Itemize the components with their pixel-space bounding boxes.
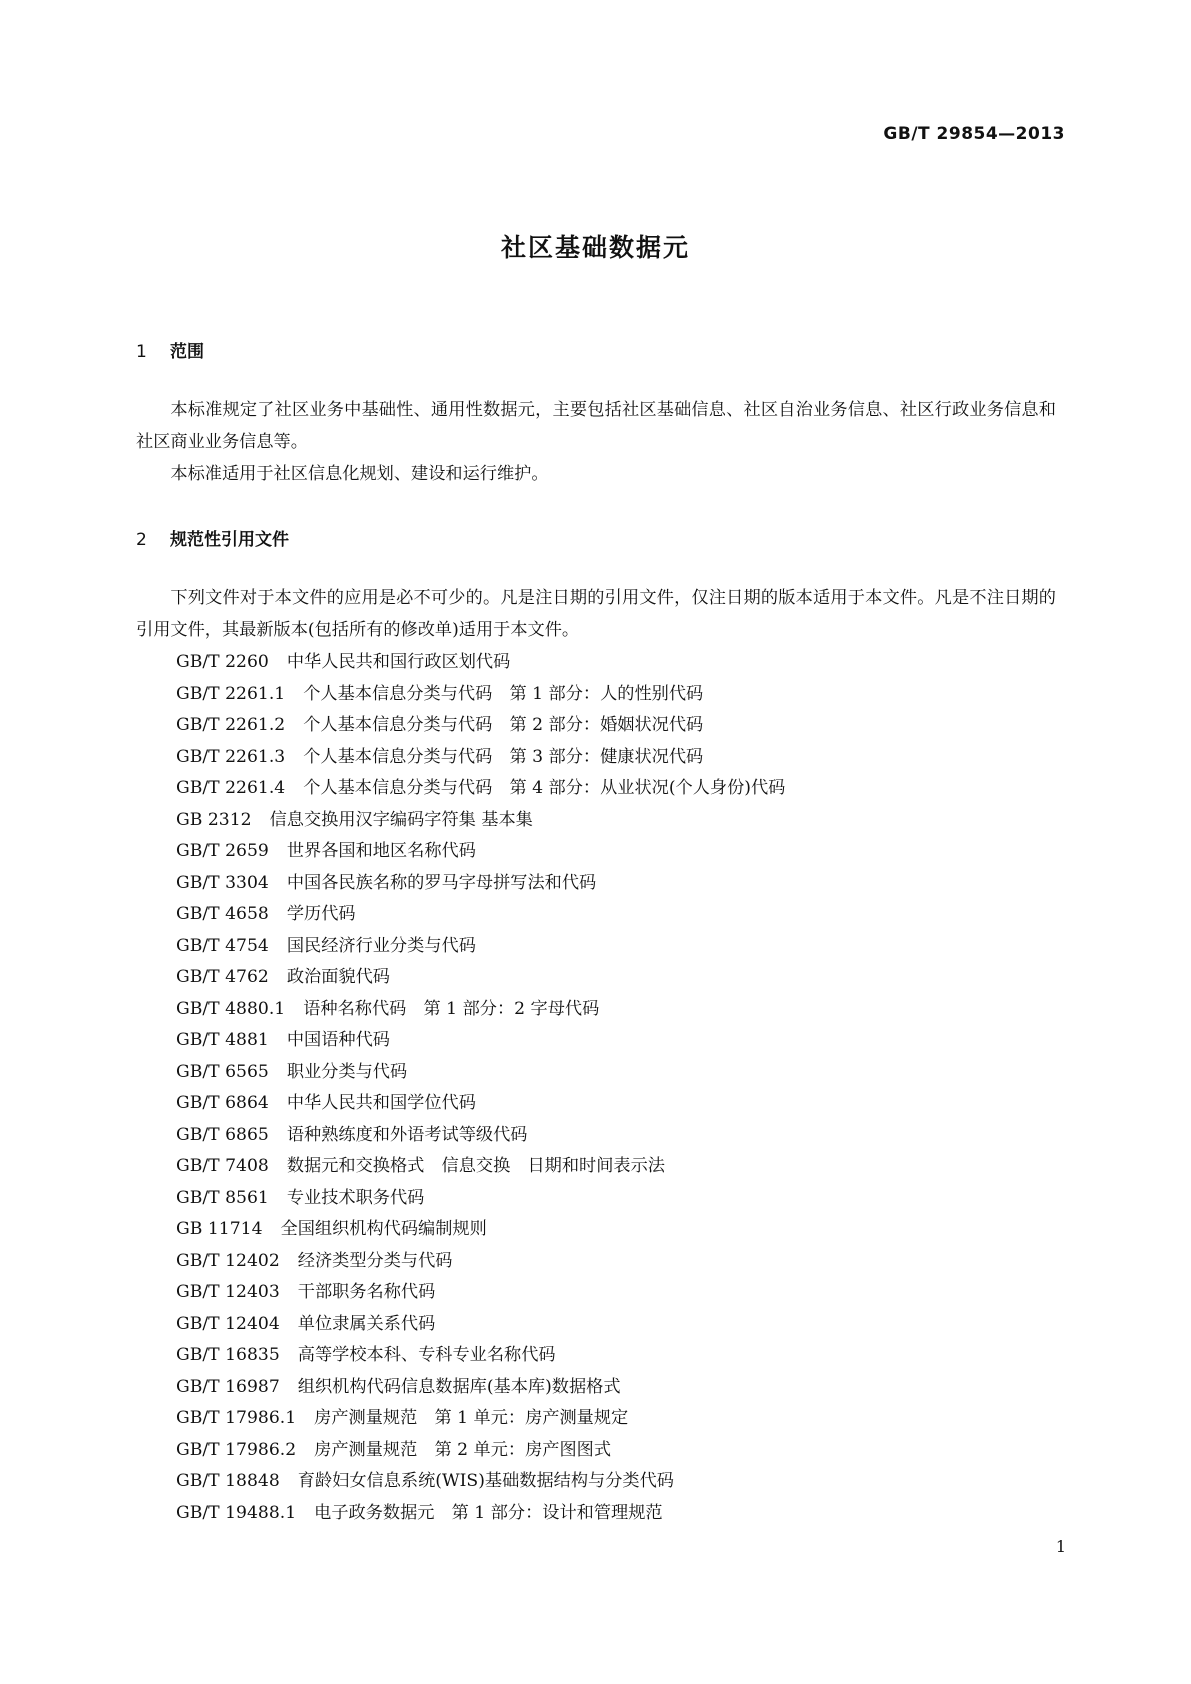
reference-title: 经济类型分类与代码 xyxy=(297,1250,453,1271)
scope-paragraph: 本标准适用于社区信息化规划、建设和运行维护。 xyxy=(170,464,549,484)
section-heading-normative-references xyxy=(136,525,289,550)
reference-code: GB/T 6565 xyxy=(176,1061,269,1082)
reference-code: GB/T 4880.1 xyxy=(176,998,286,1019)
reference-title: 房产测量规范 第 1 单元：房产测量规定 xyxy=(314,1408,629,1428)
reference-code: GB/T 12403 xyxy=(176,1282,280,1302)
reference-item xyxy=(176,836,785,868)
reference-title: 个人基本信息分类与代码 第 1 部分：人的性别代码 xyxy=(303,683,704,704)
reference-title: 个人基本信息分类与代码 第 4 部分：从业状况(个人身份)代码 xyxy=(303,778,786,798)
reference-code: GB 2312 xyxy=(176,809,252,830)
reference-title: 房产测量规范 第 2 单元：房产图图式 xyxy=(314,1439,612,1460)
reference-title: 中国各民族名称的罗马字母拼写法和代码 xyxy=(286,872,597,893)
reference-item xyxy=(176,742,785,774)
reference-title: 单位隶属关系代码 xyxy=(297,1313,436,1334)
reference-item xyxy=(176,1151,785,1183)
reference-item xyxy=(176,1214,785,1246)
reference-title: 育龄妇女信息系统(WIS)基础数据结构与分类代码 xyxy=(297,1471,674,1491)
reference-code: GB/T 12404 xyxy=(176,1313,280,1334)
reference-code: GB/T 17986.1 xyxy=(176,1408,297,1428)
reference-item xyxy=(176,1466,785,1498)
reference-code: GB/T 16835 xyxy=(176,1345,280,1365)
references-intro-paragraph: 下列文件对于本文件的应用是必不可少的。凡是注日期的引用文件，仅注日期的版本适用于本文件。凡是不注日期的引用文件，其最新版本(包括所有的修改单)适用于本文件。 xyxy=(136,588,1056,640)
reference-title: 学历代码 xyxy=(286,904,356,924)
section-number: 1 xyxy=(136,342,147,362)
reference-code: GB/T 2261.3 xyxy=(176,746,286,767)
section-title: 规范性引用文件 xyxy=(170,530,289,550)
section-number: 2 xyxy=(136,530,147,550)
reference-title: 语种名称代码 第 1 部分：2 字母代码 xyxy=(303,998,600,1019)
standard-number: GB/T 29854—2013 xyxy=(883,124,1065,144)
reference-code: GB/T 2261.4 xyxy=(176,778,286,798)
reference-title: 干部职务名称代码 xyxy=(297,1282,436,1302)
reference-title: 世界各国和地区名称代码 xyxy=(286,841,476,861)
reference-code: GB/T 7408 xyxy=(176,1156,269,1176)
reference-title: 中华人民共和国行政区划代码 xyxy=(286,652,511,672)
reference-title: 专业技术职务代码 xyxy=(286,1187,425,1208)
reference-item xyxy=(176,679,785,711)
section-title: 范围 xyxy=(170,342,204,362)
reference-item xyxy=(176,805,785,837)
reference-title: 语种熟练度和外语考试等级代码 xyxy=(286,1124,528,1145)
reference-code: GB/T 4762 xyxy=(176,967,269,987)
reference-code: GB/T 8561 xyxy=(176,1187,269,1208)
reference-title: 个人基本信息分类与代码 第 3 部分：健康状况代码 xyxy=(303,746,704,767)
reference-code: GB/T 17986.2 xyxy=(176,1439,297,1460)
reference-title: 政治面貌代码 xyxy=(286,967,390,987)
reference-item xyxy=(176,1435,785,1467)
reference-title: 组织机构代码信息数据库(基本库)数据格式 xyxy=(297,1376,621,1397)
reference-title: 中华人民共和国学位代码 xyxy=(286,1093,476,1113)
reference-item xyxy=(176,1403,785,1435)
reference-code: GB/T 2261.2 xyxy=(176,715,286,735)
reference-item xyxy=(176,647,785,679)
reference-code: GB/T 6865 xyxy=(176,1124,269,1145)
reference-code: GB 11714 xyxy=(176,1219,263,1239)
reference-item xyxy=(176,1057,785,1089)
reference-code: GB/T 4754 xyxy=(176,935,269,956)
reference-code: GB/T 2659 xyxy=(176,841,269,861)
reference-code: GB/T 2261.1 xyxy=(176,683,286,704)
reference-item xyxy=(176,1088,785,1120)
section-heading-scope xyxy=(136,337,204,362)
reference-code: GB/T 4658 xyxy=(176,904,269,924)
reference-item xyxy=(176,994,785,1026)
document-title: 社区基础数据元 xyxy=(500,233,690,262)
reference-code: GB/T 4881 xyxy=(176,1030,269,1050)
reference-title: 职业分类与代码 xyxy=(286,1061,408,1082)
reference-item xyxy=(176,1277,785,1309)
reference-item xyxy=(176,931,785,963)
reference-title: 信息交换用汉字编码字符集 基本集 xyxy=(269,809,533,830)
reference-title: 高等学校本科、专科专业名称代码 xyxy=(297,1345,556,1365)
reference-item xyxy=(176,1498,785,1530)
reference-title: 中国语种代码 xyxy=(286,1030,390,1050)
reference-code: GB/T 18848 xyxy=(176,1471,280,1491)
reference-code: GB/T 12402 xyxy=(176,1250,280,1271)
reference-item xyxy=(176,1340,785,1372)
reference-item xyxy=(176,962,785,994)
reference-code: GB/T 3304 xyxy=(176,872,269,893)
reference-item xyxy=(176,868,785,900)
reference-item xyxy=(176,1309,785,1341)
reference-code: GB/T 16987 xyxy=(176,1376,280,1397)
reference-list xyxy=(176,647,785,1529)
reference-title: 国民经济行业分类与代码 xyxy=(286,935,476,956)
reference-title: 全国组织机构代码编制规则 xyxy=(280,1219,487,1239)
reference-title: 个人基本信息分类与代码 第 2 部分：婚姻状况代码 xyxy=(303,715,704,735)
reference-title: 电子政务数据元 第 1 部分：设计和管理规范 xyxy=(314,1502,663,1523)
reference-item xyxy=(176,1183,785,1215)
reference-item xyxy=(176,1120,785,1152)
scope-paragraph: 本标准规定了社区业务中基础性、通用性数据元，主要包括社区基础信息、社区自治业务信息、社区行政业务信息和社区商业业务信息等。 xyxy=(136,400,1056,452)
reference-item xyxy=(176,773,785,805)
reference-item xyxy=(176,710,785,742)
reference-item xyxy=(176,899,785,931)
reference-title: 数据元和交换格式 信息交换 日期和时间表示法 xyxy=(286,1156,665,1176)
reference-item xyxy=(176,1025,785,1057)
reference-code: GB/T 6864 xyxy=(176,1093,269,1113)
reference-code: GB/T 2260 xyxy=(176,652,269,672)
reference-code: GB/T 19488.1 xyxy=(176,1502,297,1523)
page-number: 1 xyxy=(1055,1537,1066,1556)
reference-item xyxy=(176,1372,785,1404)
reference-item xyxy=(176,1246,785,1278)
